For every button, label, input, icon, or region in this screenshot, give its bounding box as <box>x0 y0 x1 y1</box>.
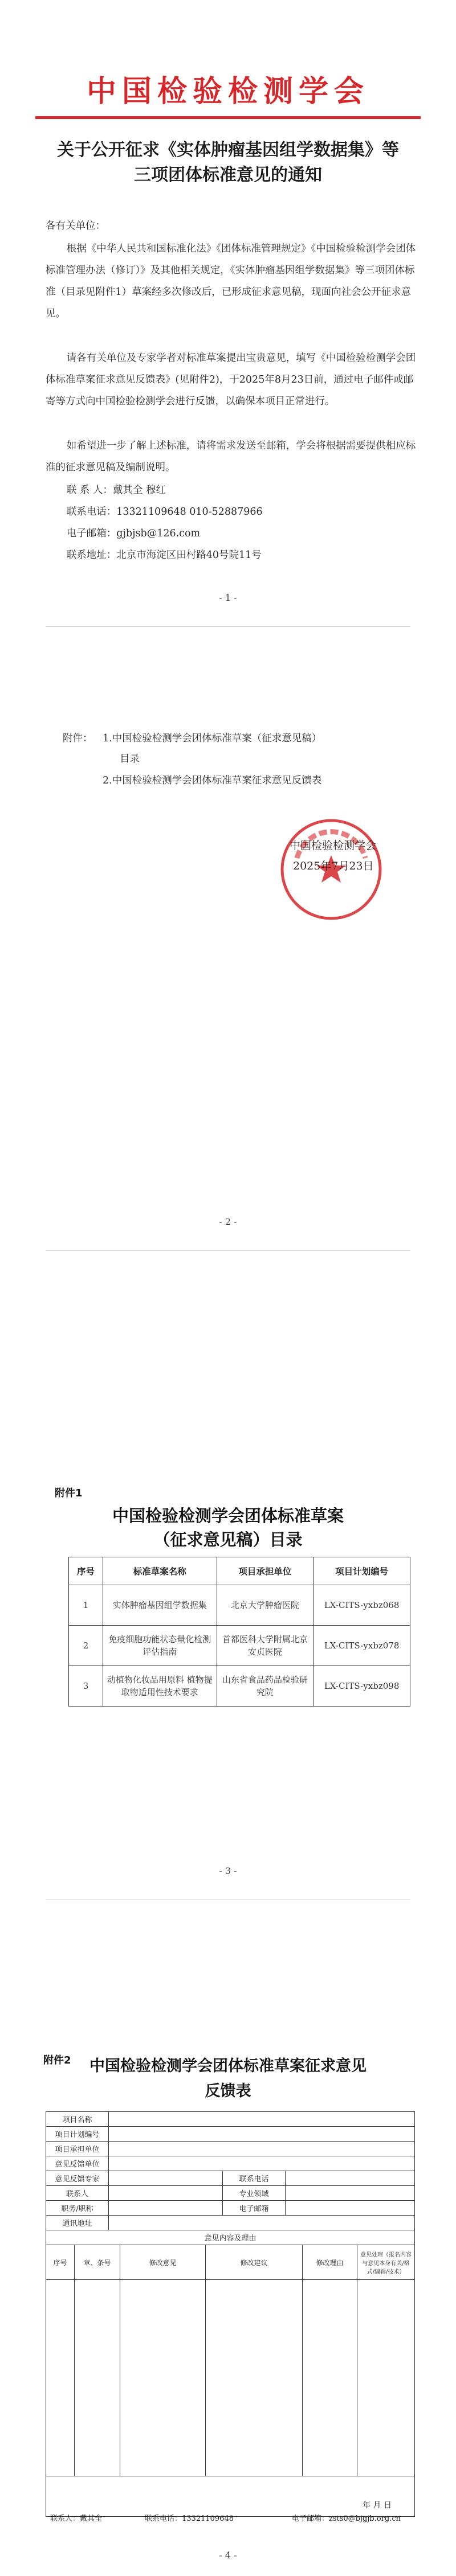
form-input-cell[interactable] <box>357 2280 414 2476</box>
table-cell: 1 <box>69 1585 103 1626</box>
field-label: 项目承担单位 <box>46 2142 109 2156</box>
attachment-2: 2.中国检验检测学会团体标准草案征求意见反馈表 <box>103 775 322 786</box>
attachment-1-cont: 目录 <box>120 753 140 765</box>
paragraph-3: 如希望进一步了解上述标准，请将需求发送至邮箱，学会将根据需要提供相应标准的征求意见稿及编制说明。 <box>46 440 416 473</box>
field-label: 联系人 <box>46 2186 109 2200</box>
field-label: 专业领域 <box>223 2186 286 2200</box>
annex-2-title-line2: 反馈表 <box>205 2082 251 2100</box>
contact-people: 联 系 人：戴其全 穆红 <box>66 485 166 496</box>
table-row <box>69 1666 410 1707</box>
form-input-cell[interactable] <box>286 2171 414 2185</box>
table-row <box>69 1626 410 1666</box>
salutation: 各有关单位： <box>46 220 105 232</box>
date-line: 年 月 日 <box>363 2501 392 2510</box>
table-cell: 北京大学肿瘤医院 <box>217 1585 314 1626</box>
field-label: 意见反馈单位 <box>46 2156 109 2171</box>
form-input-cell[interactable] <box>46 2280 75 2476</box>
table-cell: 实体肿瘤基因组学数据集 <box>103 1585 217 1626</box>
field-label: 项目计划编号 <box>46 2127 109 2141</box>
column-header: 标准草案名称 <box>103 1557 217 1585</box>
red-divider <box>35 116 421 119</box>
column-header: 修改理由 <box>303 2245 357 2279</box>
page-number-1: - 1 - <box>219 592 237 603</box>
paragraph-2: 请各有关单位及专家学者对标准草案提出宝贵意见，填写《中国检验检测学会团体标准草案征求意见反馈表》(见附件2)，于2025年8月23日前，通过电子邮件或邮寄等方式向中国检验检测学会进行反馈，以确保本项目正常进行。 <box>46 352 416 407</box>
form-input-cell[interactable] <box>109 2112 414 2126</box>
table-cell: 山东省食品药品检验研究院 <box>217 1666 314 1707</box>
form-input-cell[interactable] <box>286 2201 414 2215</box>
form-input-cell[interactable] <box>109 2156 414 2171</box>
table-cell: 3 <box>69 1666 103 1707</box>
table-cell: LX-CITS-yxbz068 <box>314 1585 410 1626</box>
org-name-heading: 中国检验检测学会 <box>86 75 369 109</box>
table-cell: LX-CITS-yxbz098 <box>314 1666 410 1707</box>
form-input-cell[interactable] <box>109 2186 223 2200</box>
column-header: 序号 <box>69 1557 103 1585</box>
form-input-cell[interactable] <box>109 2201 223 2215</box>
table-cell: 免疫细胞功能状态量化检测评估指南 <box>103 1626 217 1666</box>
footer-email[interactable]: 电子邮箱：zsts0@bjgjb.org.cn <box>292 2515 401 2523</box>
form-input-cell[interactable] <box>206 2280 303 2476</box>
seal-date: 2025年7月23日 <box>293 860 374 872</box>
column-header: 修改意见 <box>120 2245 206 2279</box>
page-separator <box>46 626 410 627</box>
column-header: 章、条号 <box>75 2245 120 2279</box>
column-header: 项目计划编号 <box>314 1557 410 1585</box>
paragraph-1: 根据《中华人民共和国标准化法》《团体标准管理规定》《中国检验检测学会团体标准管理办法（修订）》及其他相关规定，《实体肿瘤基因组学数据集》等三项团体标准（目录见附件1）草案经多次修改后，已形成征求意见稿，现面向社会公开征求意见。 <box>46 243 416 319</box>
contact-email[interactable]: 电子邮箱：gjbjsb@126.com <box>66 528 201 539</box>
reason-note: 意见处理（报名内容与意见本身有关/格式/编辑/技术） <box>360 2251 412 2275</box>
table-cell: LX-CITS-yxbz078 <box>314 1626 410 1666</box>
table-row <box>69 1585 410 1626</box>
table-cell: 2 <box>69 1626 103 1666</box>
contact-address: 联系地址：北京市海淀区田村路40号院11号 <box>66 549 262 561</box>
contact-phone: 联系电话：13321109648 010-52887966 <box>66 506 263 518</box>
page-separator <box>46 1250 410 1251</box>
table-cell: 动植物化妆品用原料 植物提取物适用性技术要求 <box>103 1666 217 1707</box>
form-input-cell[interactable] <box>109 2171 223 2185</box>
annex-1-title-line2: （征求意见稿）目录 <box>153 1530 303 1549</box>
footer-phone: 联系电话：13321109648 <box>145 2515 234 2523</box>
attachment-1: 1.中国检验检测学会团体标准草案（征求意见稿） <box>103 733 322 744</box>
column-header: 修改建议 <box>206 2245 303 2279</box>
field-label: 职务/职称 <box>46 2201 109 2215</box>
form-input-cell[interactable] <box>109 2216 414 2230</box>
column-header: 项目承担单位 <box>217 1557 314 1585</box>
form-input-cell[interactable] <box>109 2142 414 2156</box>
table-cell: 首都医科大学附属北京安贞医院 <box>217 1626 314 1666</box>
page-number-3: - 3 - <box>219 1865 237 1876</box>
standards-list-table <box>68 1557 410 1707</box>
attachments-label: 附件： <box>63 733 93 744</box>
footer-contact: 联系人：戴其全 <box>50 2515 103 2523</box>
field-label: 项目名称 <box>46 2112 109 2126</box>
opinion-header: 意见内容及理由 <box>204 2234 256 2243</box>
form-input-cell[interactable] <box>303 2280 357 2476</box>
field-label: 联系电话 <box>223 2171 286 2185</box>
page-number-4: - 4 - <box>219 2550 237 2561</box>
annex-2-label: 附件2 <box>43 2054 71 2066</box>
seal-org: 中国检验检测学会 <box>290 839 377 852</box>
field-label: 意见反馈专家 <box>46 2171 109 2185</box>
annex-1-label: 附件1 <box>55 1487 83 1499</box>
notice-title-line2: 三项团体标准意见的通知 <box>134 165 322 185</box>
form-input-cell[interactable] <box>109 2127 414 2141</box>
field-label: 通讯地址 <box>46 2216 109 2230</box>
form-input-cell[interactable] <box>286 2186 414 2200</box>
annex-1-title-line1: 中国检验检测学会团体标准草案 <box>112 1506 344 1525</box>
field-label: 电子邮箱 <box>223 2201 286 2215</box>
form-input-cell[interactable] <box>120 2280 206 2476</box>
form-input-cell[interactable] <box>75 2280 120 2476</box>
feedback-form <box>46 2111 415 2517</box>
column-header: 序号 <box>46 2245 75 2279</box>
notice-title-line1: 关于公开征求《实体肿瘤基因组学数据集》等 <box>57 140 399 160</box>
annex-2-title-line1: 中国检验检测学会团体标准草案征求意见 <box>89 2057 367 2075</box>
page-number-2: - 2 - <box>219 1216 237 1227</box>
